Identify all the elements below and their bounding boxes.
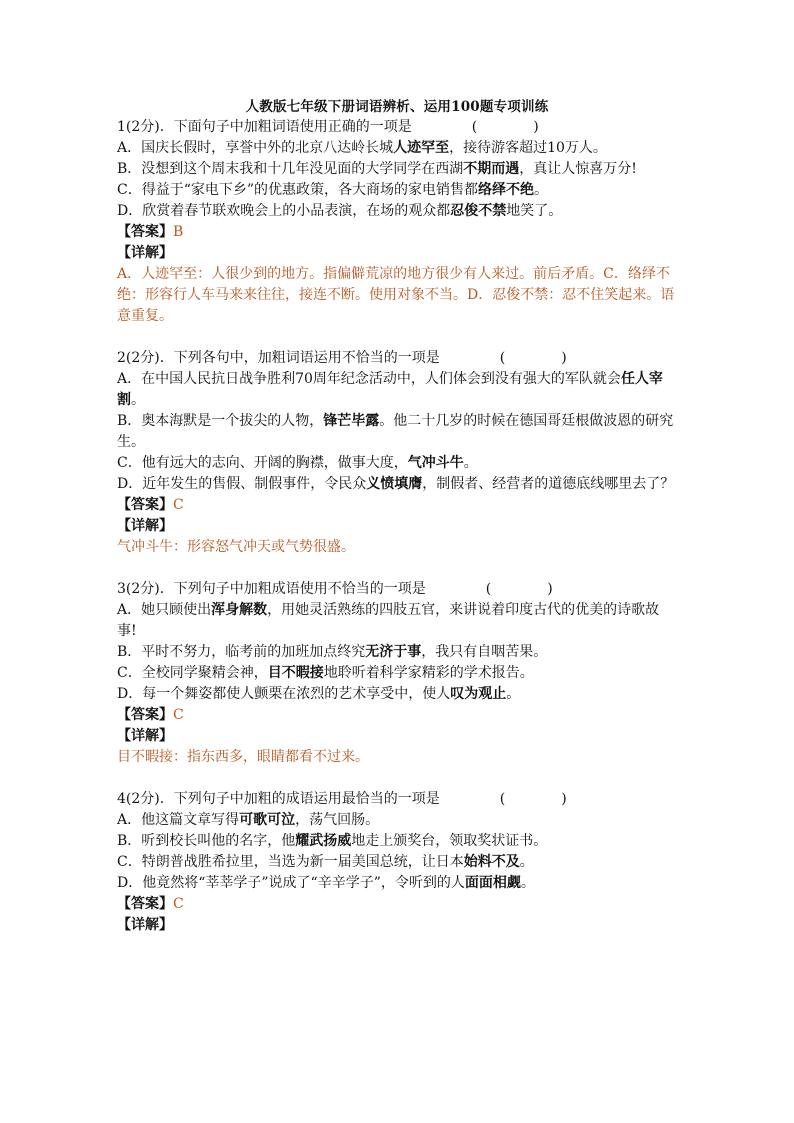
answer-line: 【答案】C	[117, 707, 184, 723]
answer-line: 【答案】C	[117, 896, 184, 912]
answer-blank: ( )	[499, 791, 567, 807]
option-c: C．全校同学聚精会神，目不暇接地聆听着科学家精彩的学术报告。	[117, 665, 534, 681]
answer-value: B	[173, 224, 184, 240]
question-stem: 1(2分)．下面句子中加粗词语使用正确的一项是 ( )	[117, 117, 677, 138]
option-b: B．没想到这个周末我和十几年没见面的大学同学在西湖不期而遇，真让人惊喜万分!	[117, 161, 637, 177]
answer-blank: ( )	[499, 350, 567, 366]
detail-text: 目不暇接：指东西多，眼睛都看不过来。	[117, 749, 369, 765]
question-2	[117, 348, 677, 558]
question-stem: 2(2分)．下列各句中，加粗词语运用不恰当的一项是 ( )	[117, 348, 677, 369]
option-a: A．在中国人民抗日战争胜利70周年纪念活动中，人们体会到没有强大的军队就会任人宰割。	[117, 371, 663, 408]
question-3	[117, 579, 677, 768]
option-a: A．他这篇文章写得可歌可泣，荡气回肠。	[117, 812, 380, 828]
detail-label: 【详解】	[117, 728, 173, 744]
detail-label: 【详解】	[117, 245, 173, 261]
question-4	[117, 789, 677, 936]
question-1	[117, 117, 677, 327]
option-b: B．平时不努力，临考前的加班加点终究无济于事，我只有自咽苦果。	[117, 644, 548, 660]
detail-text: A．人迹罕至：人很少到的地方。指偏僻荒凉的地方很少有人来过。前后矛盾。C．络绎不绝：形容行人车马来来往往，接连不断。使用对象不当。D．忍俊不禁：忍不住笑起来。语意重复。	[117, 266, 675, 324]
option-b: B．奥本海默是一个拔尖的人物，锋芒毕露。他二十几岁的时候在德国哥廷根做波恩的研究生。	[117, 413, 674, 450]
answer-blank: ( )	[485, 581, 553, 597]
option-d: D．欣赏着春节联欢晚会上的小品表演，在场的观众都忍俊不禁地笑了。	[117, 203, 563, 219]
option-b: B．听到校长叫他的名字，他耀武扬威地走上颁奖台，领取奖状证书。	[117, 833, 548, 849]
option-c: C．他有远大的志向、开阔的胸襟，做事大度，气冲斗牛。	[117, 455, 478, 471]
answer-line: 【答案】B	[117, 224, 184, 240]
option-d: D．每一个舞姿都使人颤栗在浓烈的艺术享受中，使人叹为观止。	[117, 686, 521, 702]
answer-line: 【答案】C	[117, 497, 184, 513]
detail-label: 【详解】	[117, 518, 173, 534]
option-c: C．得益于“家电下乡”的优惠政策，各大商场的家电销售都络绎不绝。	[117, 182, 549, 198]
document-page	[117, 95, 677, 936]
question-stem: 4(2分)．下列句子中加粗的成语运用最恰当的一项是 ( )	[117, 789, 677, 810]
option-a: A．她只顾使出浑身解数，用她灵活熟练的四肢五官，来讲说着印度古代的优美的诗歌故事!	[117, 602, 660, 639]
detail-label: 【详解】	[117, 917, 173, 933]
answer-value: C	[173, 497, 184, 513]
option-d: D．他竟然将“莘莘学子”说成了“辛辛学子”，令听到的人面面相觑。	[117, 875, 535, 891]
detail-text: 气冲斗牛：形容怒气冲天或气势很盛。	[117, 539, 355, 555]
option-d: D．近年发生的售假、制假事件，令民众义愤填膺，制假者、经营者的道德底线哪里去了？	[117, 476, 675, 492]
answer-value: C	[173, 896, 184, 912]
question-stem: 3(2分)．下列句子中加粗成语使用不恰当的一项是 ( )	[117, 579, 677, 600]
option-c: C．特朗普战胜希拉里，当选为新一届美国总统，让日本始料不及。	[117, 854, 534, 870]
answer-value: C	[173, 707, 184, 723]
document-title: 人教版七年级下册词语辨析、运用100题专项训练	[245, 99, 549, 115]
answer-blank: ( )	[471, 119, 539, 135]
option-a: A．国庆长假时，享誉中外的北京八达岭长城人迹罕至，接待游客超过10万人。	[117, 140, 607, 156]
